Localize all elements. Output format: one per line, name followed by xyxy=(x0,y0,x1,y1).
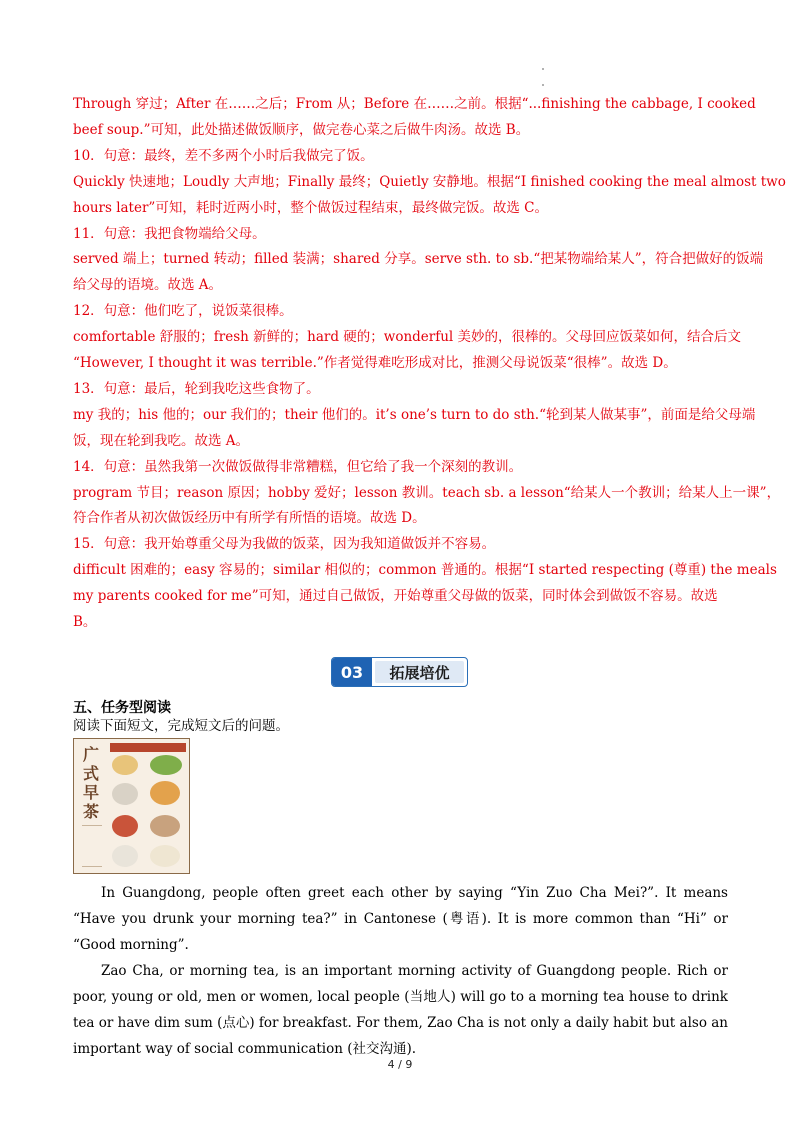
section-heading: 五、任务型阅读 xyxy=(73,700,171,716)
answer-line: 给父母的语境。故选 A。 xyxy=(73,277,223,294)
dish-icon xyxy=(112,783,138,805)
book-cover-image xyxy=(73,738,190,874)
dish-icon xyxy=(112,755,138,775)
section-badge xyxy=(331,657,468,687)
answer-line: beef soup.”可知，此处描述做饭顺序，做完卷心菜之后做牛肉汤。故选 B。 xyxy=(73,121,530,138)
answer-line: 10．句意：最终，差不多两个小时后我做完了饭。 xyxy=(73,147,374,164)
answer-line: comfortable 舒服的；fresh 新鲜的；hard 硬的；wonderful 美妙的，很棒的。父母回应饭菜如何，结合后文 xyxy=(73,329,742,346)
answer-line: 13．句意：最后，轮到我吃这些食物了。 xyxy=(73,380,320,397)
page-number: 4 / 9 xyxy=(387,1058,413,1071)
answer-line: difficult 困难的；easy 容易的；similar 相似的；common 普通的。根据“I started respecting (尊重) the meals xyxy=(73,562,777,579)
dish-icon xyxy=(112,845,138,867)
answer-line: 15．句意：我开始尊重父母为我做的饭菜，因为我知道做饭并不容易。 xyxy=(73,536,496,553)
answer-line: 符合作者从初次做饭经历中有所学有所悟的语境。故选 D。 xyxy=(73,510,426,527)
dish-icon xyxy=(150,815,180,837)
cover-text-lines xyxy=(82,825,102,867)
answer-line: program 节目；reason 原因；hobby 爱好；lesson 教训。teach sb. a lesson“给某人一个教训；给某人上一课”， xyxy=(73,484,781,501)
answer-line: “However, I thought it was terrible.”作者觉得难吃形成对比，推测父母说饭菜“很棒”。故选 D。 xyxy=(73,355,677,371)
answer-line: 饭，现在轮到我吃。故选 A。 xyxy=(73,432,250,449)
answer-line: served 端上；turned 转动；filled 装满；shared 分享。serve sth. to sb.“把某物端给某人”，符合把做好的饭端 xyxy=(73,251,764,268)
answer-line: 14．句意：虽然我第一次做饭做得非常糟糕，但它给了我一个深刻的教训。 xyxy=(73,458,523,475)
instruction-text: 阅读下面短文，完成短文后的问题。 xyxy=(73,718,289,734)
scan-mark xyxy=(542,68,544,70)
answer-line: Quickly 快速地；Loudly 大声地；Finally 最终；Quietly 安静地。根据“I finished cooking the meal almost two xyxy=(73,173,786,190)
badge-title: 拓展培优 xyxy=(375,661,464,683)
answer-line: Through 穿过；After 在……之后；From 从；Before 在……之前。根据“...finishing the cabbage, I cooked xyxy=(73,96,756,112)
dish-icon xyxy=(150,845,180,867)
scan-mark xyxy=(542,84,544,86)
passage-paragraph: Zao Cha, or morning tea, is an important morning activity of Guangdong people. Rich or poor, young or old, men or women, local people (当地人) will go to a morning tea house to drink tea or have dim sum (点心) for breakfast. For them, Zao Cha is not only a daily habit but also an important way of social communication (社交沟通). xyxy=(73,963,728,1057)
answer-line: 12．句意：他们吃了，说饭菜很棒。 xyxy=(73,303,293,320)
answer-line: my parents cooked for me”可知，通过自己做饭，开始尊重父母做的饭菜，同时体会到做饭不容易。故选 xyxy=(73,588,718,605)
book-cover-title: 广式早茶 xyxy=(82,745,99,821)
passage-paragraph: In Guangdong, people often greet each other by saying “Yin Zuo Cha Mei?”. It means “Have you drunk your morning tea?” in Cantonese (粤语). It is more common than “Hi” or “Good morning”. xyxy=(73,885,728,953)
answer-line: hours later”可知，耗时近两小时，整个做饭过程结束，最终做完饭。故选 C。 xyxy=(73,199,548,216)
answer-line: 11．句意：我把食物端给父母。 xyxy=(73,225,266,242)
book-cover-band xyxy=(110,743,186,752)
dish-icon xyxy=(150,781,180,805)
reading-passage xyxy=(73,880,728,1062)
answer-line: my 我的；his 他的；our 我们的；their 他们的。it’s one’s turn to do sth.“轮到某人做某事”，前面是给父母端 xyxy=(73,406,756,423)
badge-number: 03 xyxy=(332,658,372,686)
dish-icon xyxy=(112,815,138,837)
dish-icon xyxy=(150,755,182,775)
answer-line: B。 xyxy=(73,614,97,630)
